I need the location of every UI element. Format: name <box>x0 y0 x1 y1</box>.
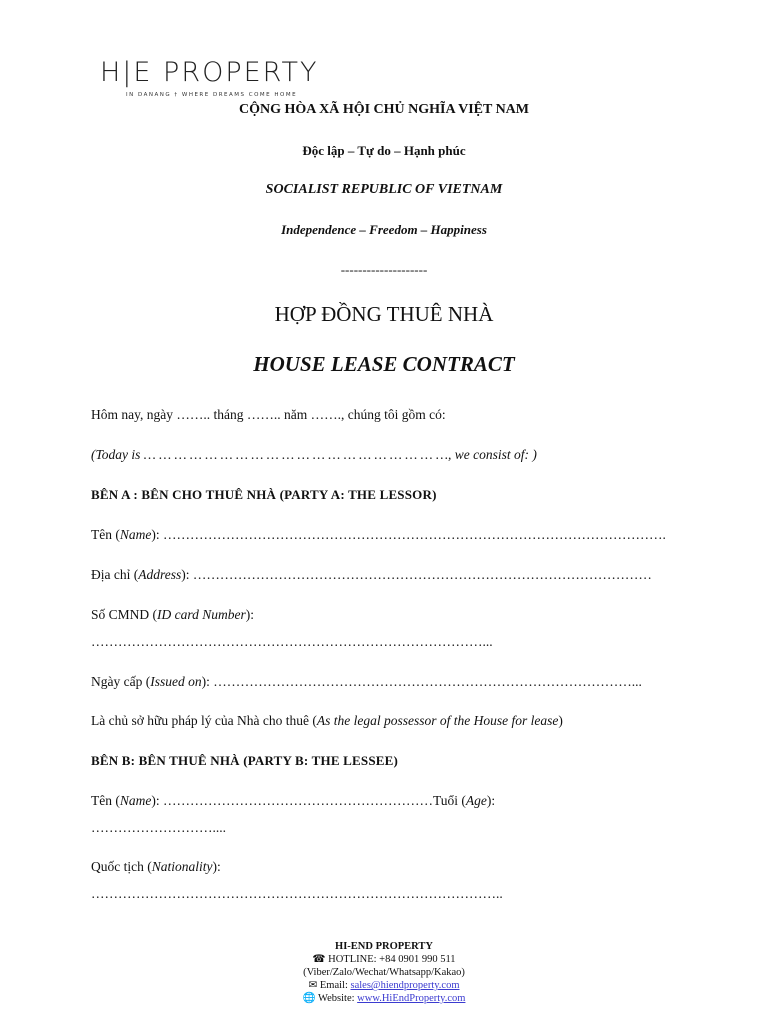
intro-en-suffix: , we consist of: ) <box>447 447 537 462</box>
party-b-nationality-blank: ……………………………………………………………………………….. <box>91 886 503 901</box>
national-motto-vi: Độc lập – Tự do – Hạnh phúc <box>302 143 466 158</box>
country-name-vi: CỘNG HÒA XÃ HỘI CHỦ NGHĨA VIỆT NAM <box>238 102 529 117</box>
footer-brand: HI-END PROPERTY <box>335 941 433 952</box>
party-a-name-blank: ): …………………………………………………………………………………………………. <box>151 527 666 542</box>
party-b-age-label-end: ): <box>486 793 496 808</box>
party-b-nationality-label: Quốc tịch ( <box>91 859 152 874</box>
party-b-name-field <box>91 792 691 810</box>
party-b-age-blank: ……………………….... <box>91 820 226 835</box>
logo-wordmark: H|E PROPERTY <box>100 57 319 88</box>
party-a-issued-label-en: Issued on <box>150 674 202 689</box>
intro-en-dots: … … … … … … … … … … … … … … … … … … … … <box>143 447 448 462</box>
logo-tagline: IN DANANG † WHERE DREAMS COME HOME <box>126 92 298 98</box>
party-a-id-field <box>91 606 691 624</box>
footer-hotline: ☎ HOTLINE: +84 0901 990 511 <box>312 954 456 965</box>
document-title-en: HOUSE LEASE CONTRACT <box>253 352 515 376</box>
footer-website-link[interactable]: www.HiEndProperty.com <box>357 993 466 1004</box>
footer-website-line <box>0 992 768 1005</box>
country-name-en: SOCIALIST REPUBLIC OF VIETNAM <box>265 182 503 197</box>
party-b-nationality-label-end: ): <box>212 859 221 874</box>
party-a-owner-statement <box>91 712 691 730</box>
party-a-name-label: Tên ( <box>91 527 120 542</box>
party-b-nationality-label-en: Nationality <box>151 859 213 874</box>
footer-email-link[interactable]: sales@hiendproperty.com <box>350 980 460 991</box>
party-b-nationality-field <box>91 858 691 876</box>
party-a-id-blank: ……………………………………………………………………………... <box>91 634 493 649</box>
party-b-age-label-en: Age <box>465 793 487 808</box>
intro-en-prefix: (Today is <box>91 447 144 462</box>
party-a-id-label-end: ): <box>245 607 255 622</box>
footer-email-line <box>0 979 768 992</box>
footer-email-label: ✉ Email: <box>308 980 351 991</box>
party-a-id-label: Số CMND ( <box>91 607 158 622</box>
national-motto-en: Independence – Freedom – Happiness <box>281 222 487 237</box>
party-a-name-label-en: Name <box>119 527 152 542</box>
party-a-owner-vi: Là chủ sở hữu pháp lý của Nhà cho thuê ( <box>91 713 317 728</box>
footer-website-label: 🌐 Website: <box>302 993 358 1004</box>
party-a-address-label: Địa chỉ ( <box>91 567 139 582</box>
party-a-address-blank: ): ………………………………………………………………………………………… <box>181 567 652 582</box>
document-title-vi: HỢP ĐỒNG THUÊ NHÀ <box>274 302 494 326</box>
header-separator: -------------------- <box>340 262 428 277</box>
company-logo <box>100 56 319 102</box>
page-footer <box>0 940 768 1005</box>
party-a-issued-field <box>91 673 691 691</box>
party-a-address-label-en: Address <box>138 567 182 582</box>
party-b-heading: BÊN B: BÊN THUÊ NHÀ (PARTY B: THE LESSEE) <box>91 753 399 768</box>
party-a-address-field <box>91 566 691 584</box>
party-b-name-label-en: Name <box>119 793 152 808</box>
footer-apps: (Viber/Zalo/Wechat/Whatsapp/Kakao) <box>303 967 465 978</box>
intro-line-vi: Hôm nay, ngày …….. tháng …….. năm ……., chúng tôi gồm có: <box>91 407 446 422</box>
party-b-name-blank: ): ……………………………………………………Tuổi ( <box>151 793 466 808</box>
party-b-name-label: Tên ( <box>91 793 120 808</box>
party-a-issued-label: Ngày cấp ( <box>91 674 151 689</box>
party-a-issued-blank: ): …………………………………………………………………………………... <box>201 674 642 689</box>
party-a-owner-en: As the legal possessor of the House for lease <box>316 713 559 728</box>
intro-line-en <box>91 446 691 464</box>
party-a-name-field <box>91 526 691 544</box>
party-a-owner-end: ) <box>558 713 563 728</box>
party-a-id-label-en: ID card Number <box>157 607 246 622</box>
party-a-heading: BÊN A : BÊN CHO THUÊ NHÀ (PARTY A: THE LESSOR) <box>91 487 437 502</box>
